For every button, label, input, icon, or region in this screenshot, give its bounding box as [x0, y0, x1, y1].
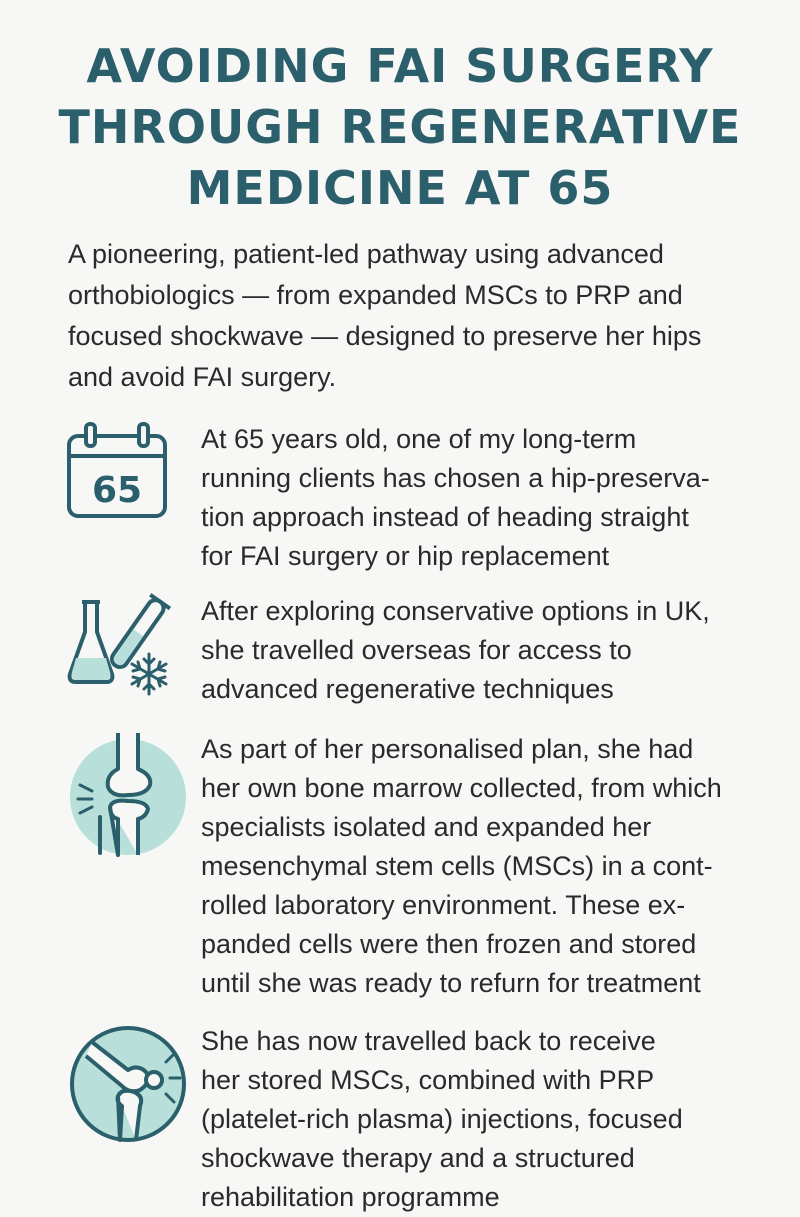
section-line: her own bone marrow collected, from which	[201, 773, 722, 803]
calendar-icon	[66, 422, 190, 546]
section-line: running clients has chosen a hip-preserva-	[201, 463, 710, 493]
intro-line: orthobiologics — from expanded MSCs to PRP and	[68, 280, 683, 310]
intro-paragraph	[68, 234, 768, 398]
section-line: rolled laboratory environment. These ex-	[201, 890, 686, 920]
section-line: tion approach instead of heading straight	[201, 502, 689, 532]
lab-flask-snowflake-icon	[66, 596, 190, 720]
section-line: specialists isolated and expanded her	[201, 812, 652, 842]
section-line: mesenchymal stem cells (MSCs) in a cont-	[201, 851, 713, 881]
section-line: until she was ready to refurn for treatment	[201, 968, 701, 998]
section-line: advanced regenerative techniques	[201, 674, 614, 704]
intro-line: A pioneering, patient-led pathway using advanced	[68, 239, 664, 269]
section-line: rehabilitation programme	[201, 1182, 500, 1212]
page-title	[20, 36, 780, 219]
section-line: (platelet-rich plasma) injections, focused	[201, 1104, 683, 1134]
calendar-day-label: 65	[91, 470, 143, 511]
section-line: At 65 years old, one of my long-term	[201, 424, 637, 454]
section-line: panded cells were then frozen and stored	[201, 929, 697, 959]
section-line: After exploring conservative options in UK,	[201, 596, 710, 626]
section-line: shockwave therapy and a structured	[201, 1143, 635, 1173]
section-text	[201, 1022, 761, 1217]
title-line-3: MEDICINE AT 65	[186, 161, 614, 215]
section-line: She has now travelled back to receive	[201, 1026, 656, 1056]
intro-line: focused shockwave — designed to preserve her hips	[68, 321, 702, 351]
section-line: she travelled overseas for access to	[201, 635, 632, 665]
section-text	[201, 420, 761, 576]
title-line-2: THROUGH REGENERATIVE	[58, 100, 742, 154]
section-line: her stored MSCs, combined with PRP	[201, 1065, 655, 1095]
section-text	[201, 592, 761, 709]
knee-joint-icon	[66, 1022, 190, 1146]
section-line: for FAI surgery or hip replacement	[201, 541, 610, 571]
section-text	[201, 730, 761, 1003]
intro-line: and avoid FAI surgery.	[68, 362, 337, 392]
bone-joint-icon	[66, 735, 190, 859]
title-line-1: AVOIDING FAI SURGERY	[86, 39, 714, 93]
section-line: As part of her personalised plan, she had	[201, 734, 694, 764]
